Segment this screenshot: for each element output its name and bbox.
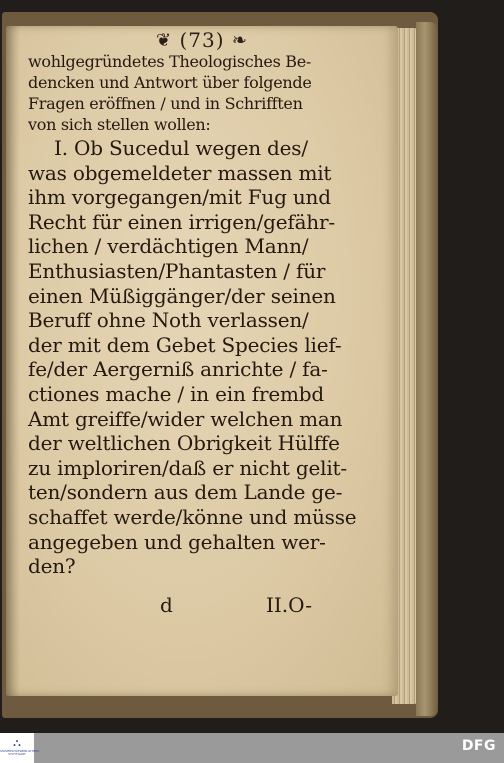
text-line: der mit dem Gebet Species lief- — [28, 332, 342, 357]
page-footer — [0, 593, 400, 617]
viewer-bottom-bar — [0, 733, 504, 763]
text-line: Recht für einen irrigen/gefähr- — [28, 209, 335, 234]
text-block — [28, 52, 357, 581]
text-line: zu imploriren/daß er nicht gelit- — [28, 455, 347, 480]
library-logo[interactable] — [0, 733, 40, 763]
text-line: ihm vorgegangen/mit Fug und — [28, 185, 331, 210]
text-line: ctiones mache / in ein frembd — [28, 381, 324, 406]
signature-mark: d — [160, 593, 173, 617]
text-line: einen Müßiggänger/der seinen — [28, 283, 336, 308]
text-line: angegeben und gehalten wer- — [28, 529, 326, 554]
text-line: schaffet werde/könne und müsse — [28, 504, 357, 529]
ornament-left-icon: ❦ — [156, 30, 173, 51]
text-line: Enthusiasten/Phantasten / für — [28, 258, 326, 283]
text-line: Beruff ohne Noth verlassen/ — [28, 308, 309, 333]
text-line: was obgemeldeter massen mit — [28, 160, 332, 185]
text-line: I. Ob Sucedul wegen des/ — [54, 136, 308, 160]
text-line: der weltlichen Obrigkeit Hülffe — [28, 431, 340, 456]
dfg-logo[interactable]: DFG — [461, 738, 496, 754]
ornament-right-icon: ❧ — [231, 30, 248, 51]
text-line: dencken und Antwort über folgende — [28, 73, 312, 92]
text-line: wohlgegründetes Theologisches Be- — [28, 52, 312, 71]
library-logo-text: UNIVERSITÄTSBIBLIOTHEK STUTTGART — [0, 749, 40, 756]
text-line: lichen / verdächtigen Mann/ — [28, 234, 309, 259]
cover-edge — [416, 22, 438, 716]
text-line: Fragen eröffnen / und in Schrifften — [28, 94, 303, 113]
catchword: II.O- — [266, 593, 313, 617]
page-number: (73) — [179, 28, 225, 52]
text-line: Amt greiffe/wider welchen man — [28, 406, 343, 431]
text-line: ten/sondern aus dem Lande ge- — [28, 480, 343, 505]
text-line: fe/der Aergerniß anrichte / fa- — [28, 357, 328, 382]
page-header — [0, 28, 404, 52]
library-logo-icon: ⛬ — [13, 736, 21, 749]
text-line: von sich stellen wollen: — [28, 115, 211, 134]
text-line: den? — [28, 554, 76, 579]
